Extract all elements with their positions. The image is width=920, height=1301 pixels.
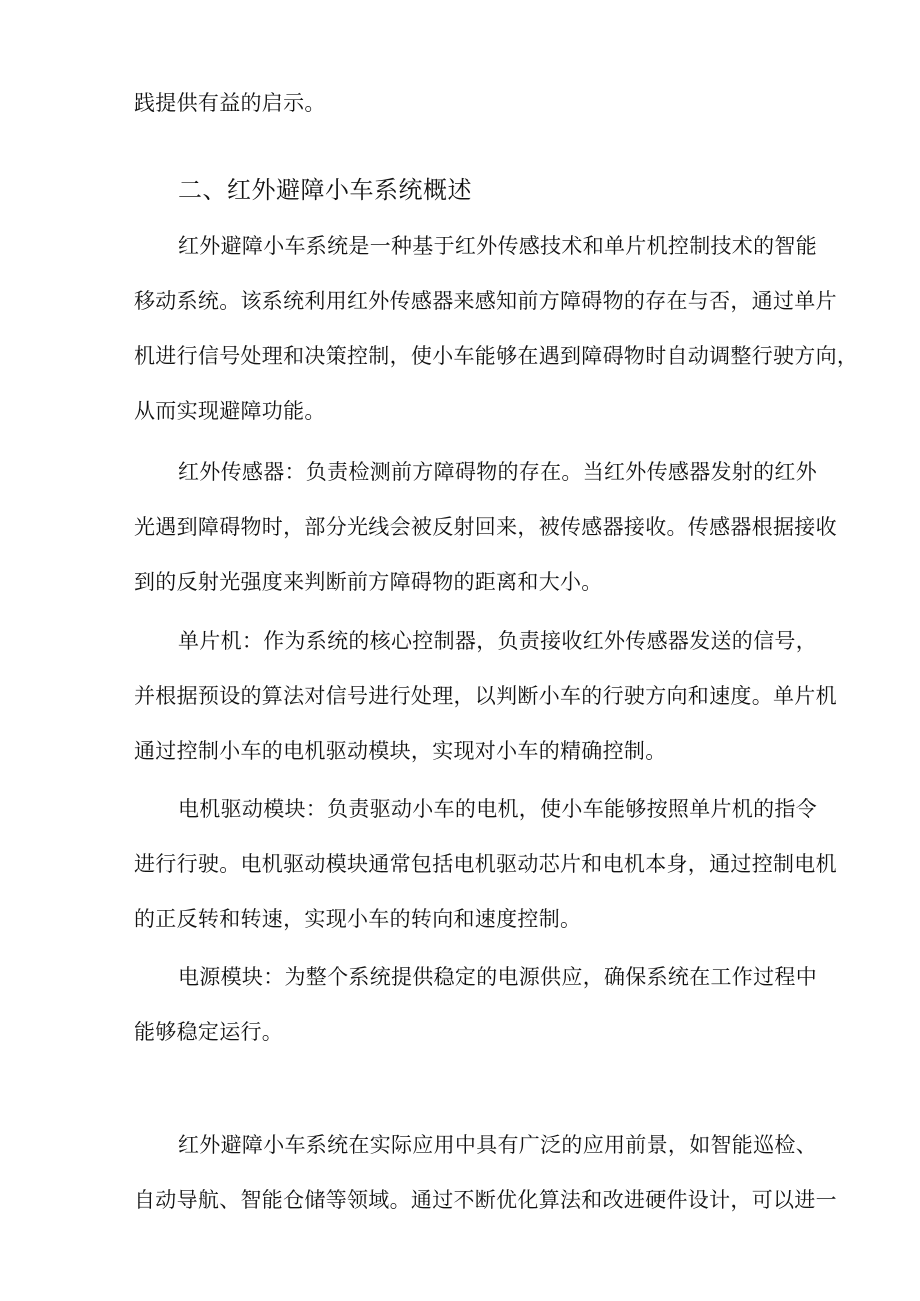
paragraph-line: 通过控制小车的电机驱动模块，实现对小车的精确控制。 [134, 739, 667, 763]
paragraph-line: 红外传感器：负责检测前方障碍物的存在。当红外传感器发射的红外 [178, 460, 817, 484]
power-module-paragraph [134, 950, 817, 1060]
paragraph-line: 并根据预设的算法对信号进行处理，以判断小车的行驶方向和速度。单片机 [134, 684, 837, 708]
paragraph-line: 的正反转和转速，实现小车的转向和速度控制。 [134, 907, 582, 931]
paragraph-line: 单片机：作为系统的核心控制器，负责接收红外传感器发送的信号， [178, 629, 817, 653]
intro-tail-paragraph [134, 76, 794, 131]
paragraph-line: 光遇到障碍物时，部分光线会被反射回来，被传感器接收。传感器根据接收 [134, 515, 837, 539]
overview-paragraph [134, 219, 859, 439]
paragraph-line: 电源模块：为整个系统提供稳定的电源供应，确保系统在工作过程中 [178, 965, 817, 989]
paragraph-line: 红外避障小车系统在实际应用中具有广泛的应用前景，如智能巡检、 [178, 1133, 817, 1157]
paragraph-line: 自动导航、智能仓储等领域。通过不断优化算法和改进硬件设计，可以进一 [134, 1188, 837, 1212]
infrared-sensor-paragraph [134, 445, 837, 610]
paragraph-line: 机进行信号处理和决策控制，使小车能够在遇到障碍物时自动调整行驶方向， [134, 344, 859, 368]
applications-paragraph [134, 1118, 837, 1228]
paragraph-line: 电机驱动模块：负责驱动小车的电机，使小车能够按照单片机的指令 [178, 797, 817, 821]
microcontroller-paragraph [134, 614, 837, 779]
paragraph-line: 移动系统。该系统利用红外传感器来感知前方障碍物的存在与否，通过单片 [134, 289, 837, 313]
paragraph-line: 从而实现避障功能。 [134, 399, 326, 423]
motor-driver-paragraph [134, 782, 837, 947]
paragraph-line: 践提供有益的启示。 [134, 91, 326, 115]
section-heading: 二、红外避障小车系统概述 [178, 176, 472, 204]
paragraph-line: 能够稳定运行。 [134, 1020, 284, 1044]
paragraph-line: 进行行驶。电机驱动模块通常包括电机驱动芯片和电机本身，通过控制电机 [134, 852, 837, 876]
paragraph-line: 红外避障小车系统是一种基于红外传感技术和单片机控制技术的智能 [178, 234, 817, 258]
paragraph-line: 到的反射光强度来判断前方障碍物的距离和大小。 [134, 570, 603, 594]
